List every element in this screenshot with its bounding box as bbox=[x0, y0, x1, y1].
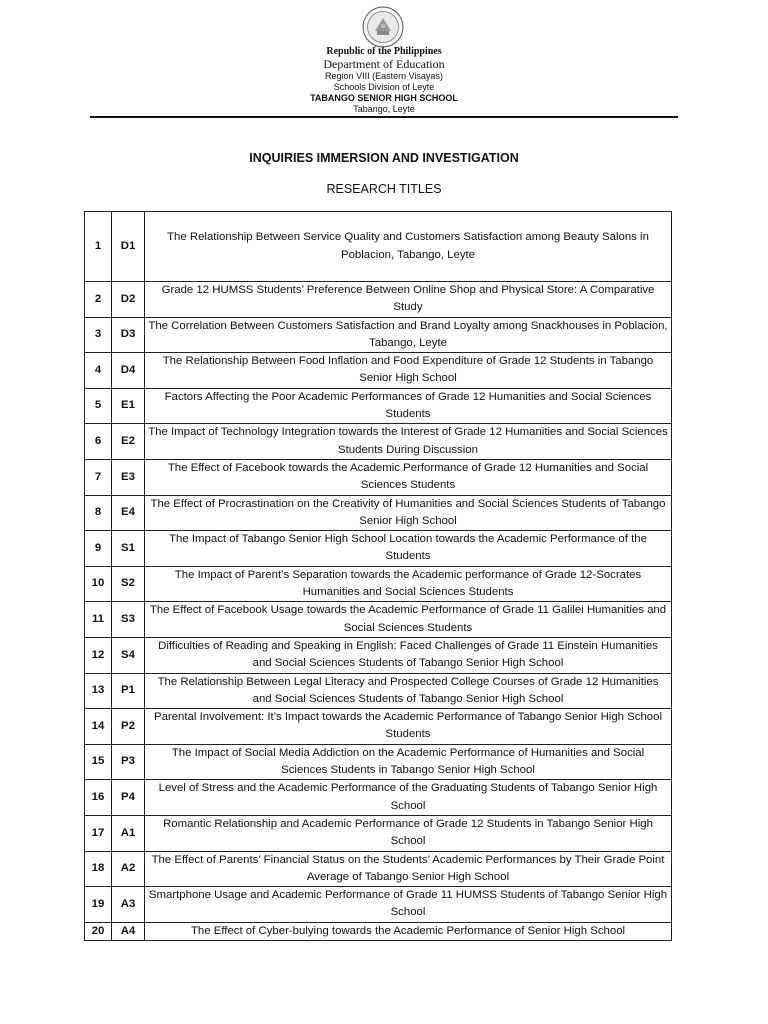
row-code: E2 bbox=[112, 424, 145, 460]
table-row bbox=[85, 815, 672, 851]
row-title: The Correlation Between Customers Satisfaction and Brand Loyalty among Snackhouses in Poblacion, Tabango, Leyte bbox=[145, 317, 672, 353]
row-code: A3 bbox=[112, 887, 145, 923]
table-row bbox=[85, 887, 672, 923]
row-code: A4 bbox=[112, 922, 145, 940]
row-title: The Effect of Parents’ Financial Status on the Students’ Academic Performances by Their Grade Point Average of Tabango Senior High School bbox=[145, 851, 672, 887]
row-code: P4 bbox=[112, 780, 145, 816]
row-number: 14 bbox=[85, 709, 112, 745]
table-row bbox=[85, 566, 672, 602]
table-row bbox=[85, 388, 672, 424]
row-title: The Effect of Facebook towards the Academic Performance of Grade 12 Humanities and Social Sciences Students bbox=[145, 459, 672, 495]
row-title: The Impact of Parent’s Separation towards the Academic performance of Grade 12-Socrates Humanities and Social Sciences Students bbox=[145, 566, 672, 602]
letterhead-republic: Republic of the Philippines bbox=[326, 46, 442, 57]
row-code: A1 bbox=[112, 815, 145, 851]
document-subtitle: RESEARCH TITLES bbox=[326, 182, 442, 196]
table-row bbox=[85, 602, 672, 638]
deped-seal-icon bbox=[362, 6, 404, 48]
row-title: Romantic Relationship and Academic Performance of Grade 12 Students in Tabango Senior High School bbox=[145, 815, 672, 851]
row-title: Level of Stress and the Academic Performance of the Graduating Students of Tabango Senior High School bbox=[145, 780, 672, 816]
table-row bbox=[85, 851, 672, 887]
row-code: E3 bbox=[112, 459, 145, 495]
row-number: 16 bbox=[85, 780, 112, 816]
letterhead-region: Region VIII (Eastern Visayas) bbox=[325, 71, 443, 81]
table-row bbox=[85, 709, 672, 745]
document-title: INQUIRIES IMMERSION AND INVESTIGATION bbox=[249, 151, 519, 165]
row-code: P3 bbox=[112, 744, 145, 780]
row-title: The Relationship Between Food Inflation and Food Expenditure of Grade 12 Students in Tabango Senior High School bbox=[145, 353, 672, 389]
table-row bbox=[85, 317, 672, 353]
row-number: 2 bbox=[85, 282, 112, 318]
row-number: 13 bbox=[85, 673, 112, 709]
row-title: Factors Affecting the Poor Academic Performances of Grade 12 Humanities and Social Sciences Students bbox=[145, 388, 672, 424]
row-title: The Effect of Cyber-bulying towards the Academic Performance of Senior High School bbox=[145, 922, 672, 940]
row-code: P2 bbox=[112, 709, 145, 745]
table-row bbox=[85, 531, 672, 567]
row-number: 9 bbox=[85, 531, 112, 567]
table-row bbox=[85, 495, 672, 531]
row-number: 8 bbox=[85, 495, 112, 531]
table-row bbox=[85, 922, 672, 940]
row-title: The Relationship Between Service Quality and Customers Satisfaction among Beauty Salons in Poblacion, Tabango, Leyte bbox=[145, 212, 672, 282]
table-row bbox=[85, 353, 672, 389]
letterhead-department: Department of Education bbox=[323, 57, 445, 71]
row-title: The Relationship Between Legal Literacy and Prospected College Courses of Grade 12 Humanities and Social Sciences Students of Tabango Senior High School bbox=[145, 673, 672, 709]
table-row bbox=[85, 673, 672, 709]
row-title: The Impact of Technology Integration towards the Interest of Grade 12 Humanities and Social Sciences Students During Discussion bbox=[145, 424, 672, 460]
row-code: S4 bbox=[112, 637, 145, 673]
header-divider bbox=[90, 116, 678, 118]
row-code: S3 bbox=[112, 602, 145, 638]
letterhead bbox=[0, 46, 768, 115]
row-code: S1 bbox=[112, 531, 145, 567]
table-row bbox=[85, 459, 672, 495]
row-code: D2 bbox=[112, 282, 145, 318]
row-code: D4 bbox=[112, 353, 145, 389]
row-number: 4 bbox=[85, 353, 112, 389]
row-number: 17 bbox=[85, 815, 112, 851]
letterhead-school: TABANGO SENIOR HIGH SCHOOL bbox=[310, 93, 458, 103]
row-code: E4 bbox=[112, 495, 145, 531]
row-number: 1 bbox=[85, 212, 112, 282]
row-title: The Impact of Social Media Addiction on the Academic Performance of Humanities and Social Sciences Students in Tabango Senior High School bbox=[145, 744, 672, 780]
letterhead-town: Tabango, Leyte bbox=[353, 104, 415, 114]
row-number: 18 bbox=[85, 851, 112, 887]
table-row bbox=[85, 637, 672, 673]
row-number: 7 bbox=[85, 459, 112, 495]
row-title: Smartphone Usage and Academic Performance of Grade 11 HUMSS Students of Tabango Senior High School bbox=[145, 887, 672, 923]
row-title: Grade 12 HUMSS Students’ Preference Between Online Shop and Physical Store: A Comparative Study bbox=[145, 282, 672, 318]
row-code: D3 bbox=[112, 317, 145, 353]
row-number: 20 bbox=[85, 922, 112, 940]
table-row bbox=[85, 744, 672, 780]
row-code: P1 bbox=[112, 673, 145, 709]
row-title: The Effect of Procrastination on the Creativity of Humanities and Social Sciences Students of Tabango Senior High School bbox=[145, 495, 672, 531]
table-row bbox=[85, 424, 672, 460]
table-row bbox=[85, 780, 672, 816]
row-number: 10 bbox=[85, 566, 112, 602]
row-code: S2 bbox=[112, 566, 145, 602]
row-number: 3 bbox=[85, 317, 112, 353]
row-title: Difficulties of Reading and Speaking in English: Faced Challenges of Grade 11 Einstein Humanities and Social Sciences Students of Tabango Senior High School bbox=[145, 637, 672, 673]
research-titles-table bbox=[84, 211, 672, 941]
row-number: 5 bbox=[85, 388, 112, 424]
row-code: D1 bbox=[112, 212, 145, 282]
row-title: The Effect of Facebook Usage towards the Academic Performance of Grade 11 Galilei Humanities and Social Sciences Students bbox=[145, 602, 672, 638]
row-number: 19 bbox=[85, 887, 112, 923]
row-number: 11 bbox=[85, 602, 112, 638]
row-code: E1 bbox=[112, 388, 145, 424]
letterhead-division: Schools Division of Leyte bbox=[333, 82, 435, 92]
row-number: 12 bbox=[85, 637, 112, 673]
row-number: 6 bbox=[85, 424, 112, 460]
row-title: Parental Involvement: It’s Impact towards the Academic Performance of Tabango Senior High School Students bbox=[145, 709, 672, 745]
row-title: The Impact of Tabango Senior High School Location towards the Academic Performance of the Students bbox=[145, 531, 672, 567]
table-row bbox=[85, 212, 672, 282]
row-number: 15 bbox=[85, 744, 112, 780]
row-code: A2 bbox=[112, 851, 145, 887]
table-row bbox=[85, 282, 672, 318]
